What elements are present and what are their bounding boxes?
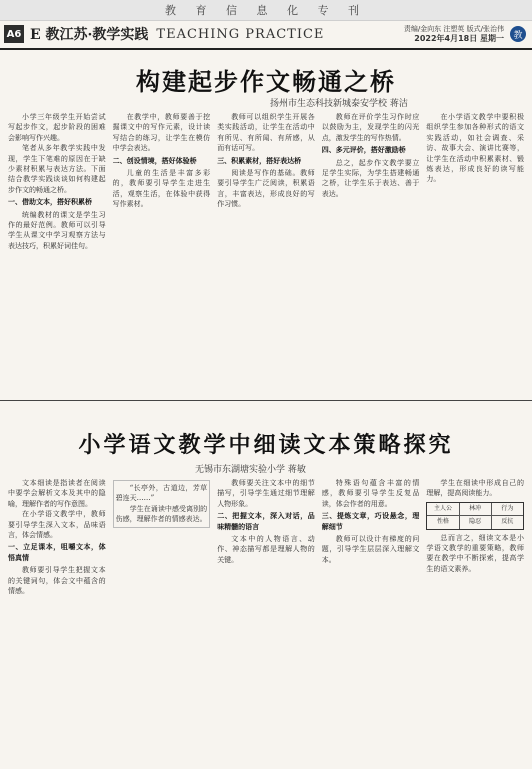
paragraph: 文本中的人物语言、动作、神态描写都是理解人物的关键。	[217, 535, 315, 564]
paragraph: 学生在诵读中感受离别的伤感，理解作者的情感表达。	[115, 504, 208, 524]
article2-column-handwritten	[113, 478, 211, 766]
paragraph: 教师在评价学生习作时应以鼓励为主，发现学生的闪光点，激发学生的写作热情。	[321, 113, 420, 142]
issue-meta	[404, 24, 504, 44]
table-cell: 隐忍	[460, 516, 492, 528]
table-cell: 性格	[427, 516, 459, 528]
paragraph: 教师要引导学生把握文本的关键词句，体会文中蕴含的情感。	[8, 566, 106, 596]
paragraph: 小学三年级学生开始尝试写起步作文，起步阶段的困难会影响写作兴趣。	[8, 113, 106, 142]
article1-column	[217, 112, 315, 398]
article1-column	[322, 112, 420, 398]
paragraph: 特殊语句蕴含丰富的情感，教师要引导学生反复品读，体会作者的用意。	[321, 479, 420, 508]
paragraph: 儿童的生活是丰富多彩的，教师要引导学生走进生活，观察生活，在体验中获得写作素材。	[112, 169, 211, 209]
subheading: 二、创设情境，搭好体验桥	[112, 156, 197, 165]
editor-credit: 责编/金向东 注塑英 版式/张治伟	[403, 25, 504, 33]
section-title: E 教江苏·教学实践	[30, 27, 149, 43]
section-title-en: TEACHING PRACTICE	[156, 26, 325, 42]
paragraph: 在小学语文教学中，教师要引导学生深入文本，品味语言，体会情感。	[8, 510, 106, 540]
subheading: 三、积累素材，搭好表达桥	[217, 156, 302, 165]
article1-title: 构建起步作文畅通之桥	[136, 67, 396, 96]
article1-column	[8, 112, 106, 398]
table-cell: 林冲	[460, 503, 492, 515]
quoted-passage	[113, 480, 211, 528]
masthead-band-text: 教 育 信 息 化 专 刊	[165, 4, 367, 17]
masthead-band	[0, 0, 532, 21]
page-header	[0, 20, 532, 50]
article2-byline: 无锡市东湖塘实验小学 蒋敏	[195, 465, 306, 475]
newspaper-logo-icon: 教	[510, 26, 526, 42]
table-cell: 主人公	[427, 503, 459, 515]
table-row	[427, 516, 523, 528]
article2-body	[8, 478, 524, 766]
article1-column	[426, 112, 524, 398]
paragraph: 阅读是写作的基础。教师要引导学生广泛阅读，积累语言，丰富表达，形成良好的写作习惯。	[217, 169, 315, 209]
paragraph: 笔者从多年教学实践中发现，学生下笔难的原因在于缺少素材积累与表达方法。下面结合教学实践谈谈如何构建起步作文的畅通之桥。	[8, 144, 106, 194]
paragraph: 总而言之，细读文本是小学语文教学的重要策略，教师要在教学中不断探索，提高学生的语文素养。	[426, 533, 524, 573]
page-number: A6	[4, 25, 24, 43]
table-cell: 行为	[501, 504, 514, 512]
article2-column	[8, 478, 106, 766]
section-divider	[0, 400, 532, 401]
subheading: 一、立足课本，咀嚼文本，体悟真情	[8, 543, 106, 562]
paragraph: 教师要关注文本中的细节描写，引导学生通过细节理解人物形象。	[217, 479, 315, 508]
article2-column	[426, 478, 524, 766]
paragraph: 学生在细读中形成自己的理解，提高阅读能力。	[426, 479, 524, 498]
subheading: 一、借助文本，搭好积累桥	[8, 198, 92, 207]
table-row	[427, 503, 523, 516]
paragraph: “长亭外，古道边，芳草碧连天……”	[115, 484, 208, 503]
issue-date: 2022年4月18日 星期一	[414, 34, 504, 43]
article2-column	[322, 478, 420, 766]
paragraph: 在小学语文教学中要积极组织学生参加各种形式的语文实践活动，如社会调查、采访、故事大会、演讲比赛等，让学生在活动中积累素材、锻炼表达，形成良好的读写能力。	[426, 113, 524, 184]
article1-body	[8, 112, 524, 398]
paragraph: 统编教材的课文是学生习作的最好范例。教师可以引导学生从课文中学习观察方法与表达技巧，积累好词佳句。	[8, 210, 106, 250]
article2-column	[217, 478, 315, 766]
paragraph: 教师可以组织学生开展各类实践活动，让学生在活动中有所见、有所闻、有所感，从而有话可写。	[217, 113, 315, 153]
table-cell: 反抗	[501, 518, 514, 526]
subheading: 二、把握文本，深入对话，品味精髓的语言	[217, 512, 315, 531]
subheading: 三、提炼文章，巧设悬念，理解细节	[321, 512, 420, 531]
paragraph: 文本细读是指读者在阅读中要学会解析文本及其中的隐喻，理解作者的写作意图。	[8, 479, 106, 508]
article1-byline: 扬州市生态科技新城泰安学校 蒋洁	[270, 99, 408, 109]
paragraph: 总之，起步作文教学要立足学生实际，为学生搭建畅通之桥，让学生乐于表达、善于表达。	[321, 158, 420, 198]
paragraph: 教师可以设计有梯度的问题，引导学生层层深入理解文本。	[321, 535, 420, 564]
article1-column	[113, 112, 211, 398]
paragraph: 在教学中，教师要善于挖掘课文中的写作元素，设计读写结合的练习，让学生在模仿中学会表达。	[112, 113, 211, 153]
article2-title: 小学语文教学中细读文本策略探究	[78, 432, 454, 458]
subheading: 四、多元评价，搭好激励桥	[321, 146, 406, 155]
character-table	[426, 502, 524, 530]
